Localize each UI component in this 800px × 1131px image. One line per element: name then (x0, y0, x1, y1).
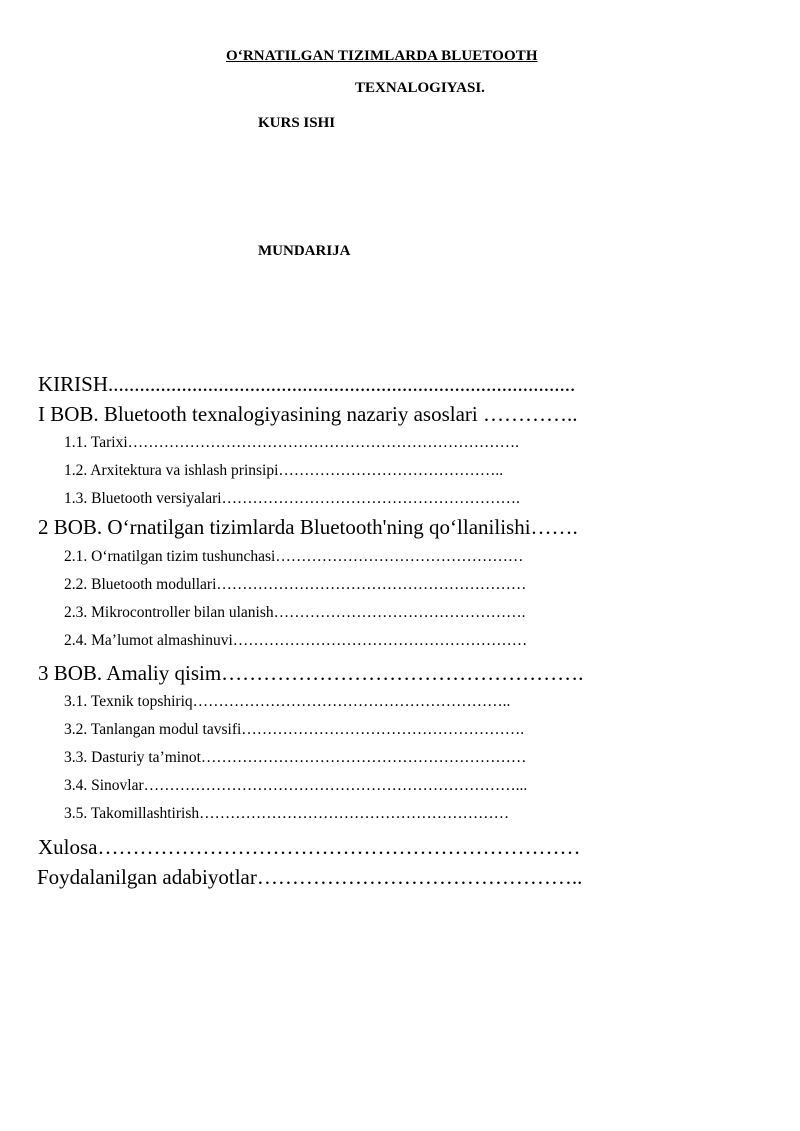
toc-entry-chapter-3: 3 BOB. Amaliy qisim……………………………………………. (38, 661, 584, 685)
toc-entry-conclusion: Xulosa…………………………………………………………… (38, 835, 581, 859)
toc-entry-chapter-2: 2 BOB. O‘rnatilgan tizimlarda Bluetooth'ning qo‘llanilishi……. (38, 515, 578, 539)
toc-entry-chapter-1: I BOB. Bluetooth texnalogiyasining nazariy asoslari ………….. (38, 402, 578, 426)
toc-subentry-2-3: 2.3. Mikrocontroller bilan ulanish…………………………………………. (64, 604, 526, 621)
document-title-line-1: O‘RNATILGAN TIZIMLARDA BLUETOOTH (226, 48, 538, 64)
document-type-label: KURS ISHI (258, 115, 336, 131)
table-of-contents-heading: MUNDARIJA (258, 243, 351, 259)
toc-entry-references: Foydalanilgan adabiyotlar……………………………………….. (37, 865, 583, 889)
document-title-line-2: TEXNALOGIYASI. (355, 80, 485, 96)
toc-subentry-3-5: 3.5. Takomillashtirish…………………………………………………… (64, 805, 510, 822)
toc-subentry-1-3: 1.3. Bluetooth versiyalari…………………………………………………. (64, 490, 520, 507)
toc-subentry-3-4: 3.4. Sinovlar………………………………………………………………... (64, 777, 528, 794)
toc-subentry-2-4: 2.4. Ma’lumot almashinuvi………………………………………………… (64, 632, 528, 649)
toc-subentry-2-2: 2.2. Bluetooth modullari…………………………………………………… (64, 576, 527, 593)
toc-subentry-3-1: 3.1. Texnik topshiriq…………………………………………………….. (64, 693, 511, 710)
toc-subentry-2-1: 2.1. O‘rnatilgan tizim tushunchasi………………………………………… (64, 548, 524, 565)
toc-subentry-3-2: 3.2. Tanlangan modul tavsifi………………………………………………. (64, 721, 525, 738)
toc-entry-introduction: KIRISH......................................................................................... (38, 372, 576, 396)
toc-subentry-3-3: 3.3. Dasturiy ta’minot……………………………………………………… (64, 749, 527, 766)
toc-subentry-1-2: 1.2. Arxitektura va ishlash prinsipi…………………………………….. (64, 462, 504, 479)
toc-subentry-1-1: 1.1. Tarixi…………………………………………………………………. (64, 434, 520, 451)
